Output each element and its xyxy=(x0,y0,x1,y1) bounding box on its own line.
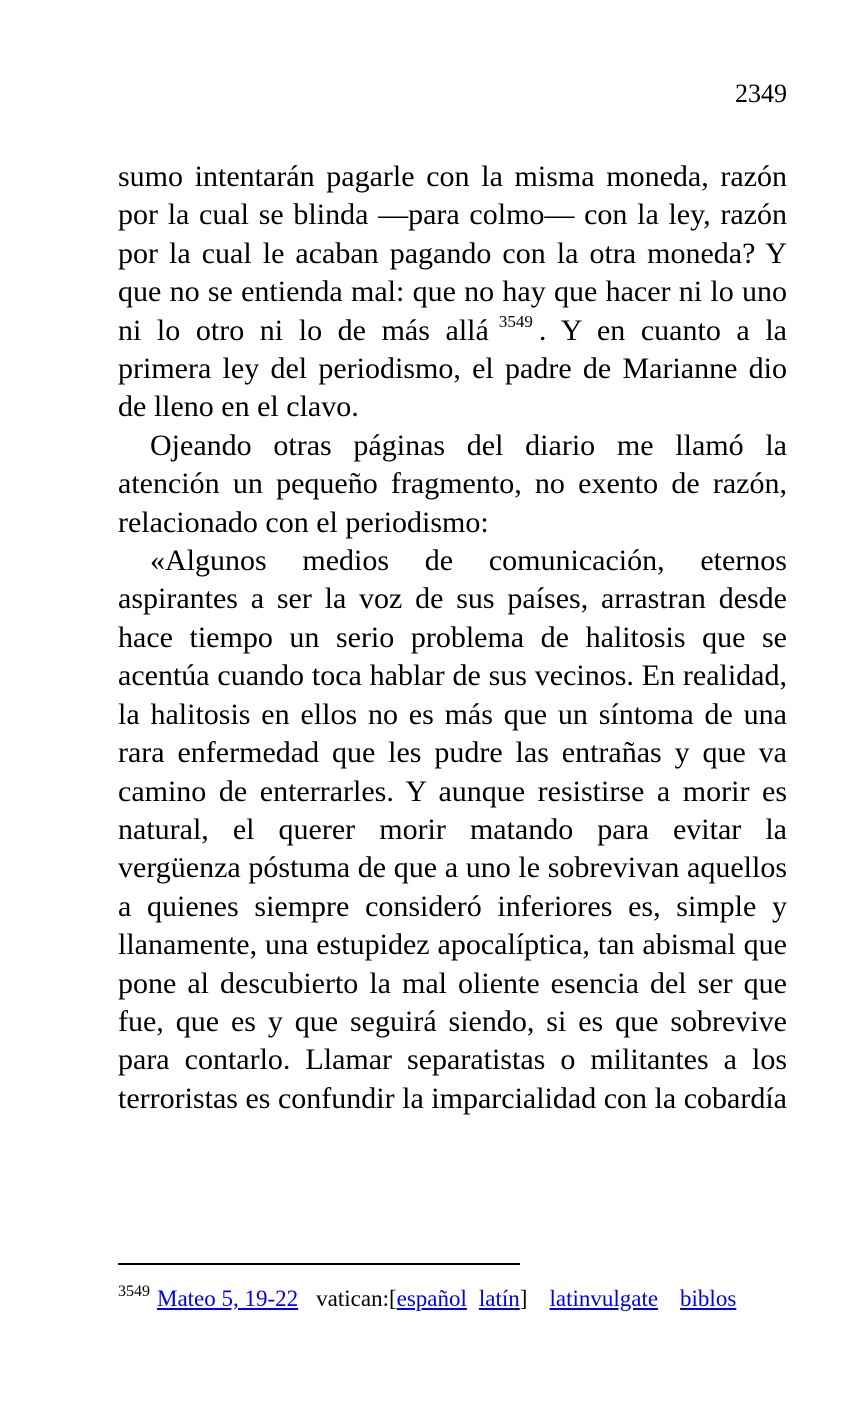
footnote xyxy=(118,1283,736,1315)
latin-link[interactable]: latín xyxy=(478,1286,520,1311)
paragraph: Ojeando otras páginas del diario me llamó la atención un pequeño fragmento, no exento de razón, relacionado con el periodismo: xyxy=(118,428,787,539)
vatican-suffix: ] xyxy=(519,1286,528,1311)
footnote-divider xyxy=(118,1263,520,1265)
latinvulgate-link[interactable]: latinvulgate xyxy=(549,1286,659,1311)
paragraph xyxy=(118,158,787,427)
footnote-reference: 3549 xyxy=(498,311,533,331)
paragraph-text: sumo intentarán pagarle con la misma moneda, razón por la cual se blinda —para colmo— con la ley, razón por la cual le acaban pagando con la otra moneda? Y que no se entienda mal: que no hay que hacer ni lo uno ni lo otro ni lo de más allá xyxy=(118,160,787,347)
body-text xyxy=(118,158,787,1118)
paragraph-text: . Y en cuanto a la primera ley del periodismo, el padre de Marianne dio de lleno en el clavo. xyxy=(118,313,787,424)
espanol-link[interactable]: español xyxy=(396,1286,467,1311)
citation-link[interactable]: Mateo 5, 19-22 xyxy=(157,1286,299,1311)
footnote-number: 3549 xyxy=(118,1283,150,1300)
page-number: 2349 xyxy=(735,79,787,108)
vatican-prefix: vatican:[ xyxy=(316,1286,397,1311)
biblos-link[interactable]: biblos xyxy=(680,1286,737,1311)
paragraph: «Algunos medios de comunicación, eternos aspirantes a ser la voz de sus países, arrastran desde hace tiempo un serio problema de halitosis que se acentúa cuando toca hablar de sus vecinos. En realidad, la halitosis en ellos no es más que un síntoma de una rara enfermedad que les pudre las entrañas y que va camino de enterrarles. Y aunque resistirse a morir es natural, el querer morir matando para evitar la vergüenza póstuma de que a uno le sobrevivan aquellos a quienes siempre consideró inferiores es, simple y llanamente, una estupidez apocalíptica, tan abismal que pone al descubierto la mal oliente esencia del ser que fue, que es y que seguirá siendo, si es que sobrevive para contarlo. Llamar separatistas o militantes a los terroristas es confundir la imparcialidad con la cobardía xyxy=(118,544,787,1115)
